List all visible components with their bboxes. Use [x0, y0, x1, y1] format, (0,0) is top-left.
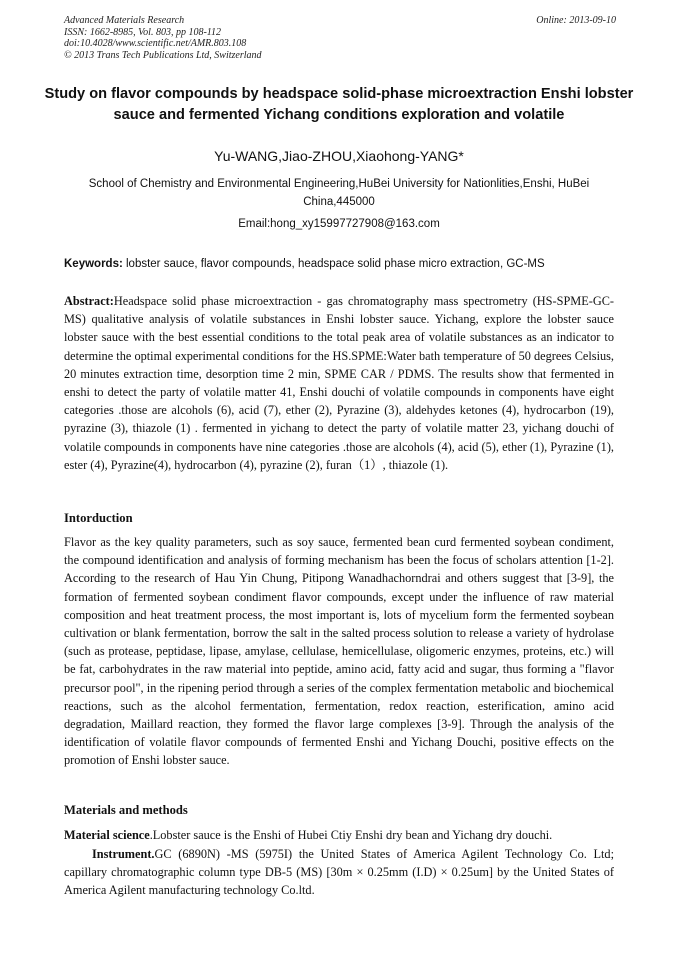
abstract: [64, 292, 614, 474]
keywords-text: lobster sauce, flavor compounds, headspace solid phase micro extraction, GC-MS: [122, 258, 545, 270]
email: Email:hong_xy15997727908@163.com: [238, 218, 440, 230]
online-date: Online: 2013-09-10: [536, 15, 616, 26]
affiliation: School of Chemistry and Environmental Engineering,HuBei University for Nationlities,Enshi, HuBei China,445000: [88, 178, 590, 208]
keywords-label: Keywords:: [64, 258, 123, 270]
paper-title: Study on flavor compounds by headspace solid-phase microextraction Enshi lobster sauce and fermented Yichang conditions exploration and volatile: [44, 86, 634, 123]
introduction-heading: Intorduction: [64, 511, 133, 525]
materials-heading: Materials and methods: [64, 803, 188, 817]
instrument-text: GC (6890N) -MS (5975I) the United States of America Agilent Technology Co. Ltd; capillary chromatographic column type DB-5 (MS) [30m × 0.25mm (I.D) × 0.25um] by the United States of America Agilent manufacturing technology Co.ltd.: [64, 847, 614, 898]
instrument-label: Instrument.: [92, 847, 155, 861]
authors: Yu-WANG,Jiao-ZHOU,Xiaohong-YANG*: [214, 148, 464, 164]
copyright-line: © 2013 Trans Tech Publications Ltd, Switzerland: [64, 49, 262, 61]
material-science-text: .Lobster sauce is the Enshi of Hubei Ctiy Enshi dry bean and Yichang dry douchi.: [149, 828, 553, 842]
keywords: [64, 256, 624, 272]
abstract-text: Headspace solid phase microextraction - gas chromatography mass spectrometry (HS-SPME-GC-MS) qualitative analysis of volatile substances in Enshi lobster sauce. Yichang, explore the lobster sauce lobster sauce with the best essential conditions to the total peak area of volatile substances as an indicator to determine the optimal experimental conditions for the HS.SPME:Water bath temperature of 50 degrees Celsius, 20 minutes extraction time, desorption time 2 min, SPME CAR / PDMS. The results show that fermented in enshi to detect the party of volatile matter 41, Enshi douchi of volatile compounds in components have eight categories .those are alcohols (6), acid (7), ether (2), Pyrazine (3), aldehydes ketones (4), hydrocarbon (19), pyrazine (3), thiazole (1) . fermented in yichang to detect the party of volatile matter 23, yichang douchi of volatile compounds in components have nine categories .those are alcohols (4), acid (5), ether (1), Pyrazine (1), ester (4), Pyrazine(4), hydrocarbon (4), pyrazine (2), furan（1）, thiazole (1).: [64, 294, 614, 472]
issn-line: ISSN: 1662-8985, Vol. 803, pp 108-112: [64, 26, 222, 38]
doi-line: doi:10.4028/www.scientific.net/AMR.803.108: [64, 38, 247, 50]
material-science-label: Material science: [64, 828, 150, 842]
material-science-paragraph: [64, 826, 614, 844]
instrument-paragraph: [64, 845, 614, 900]
journal-header: [64, 15, 616, 61]
journal-name: Advanced Materials Research: [64, 15, 185, 26]
introduction-paragraph: Flavor as the key quality parameters, such as soy sauce, fermented bean curd fermented soybean condiment, the compound identification and analysis of forming mechanism has been the focus of scholars attention [1-2]. According to the research of Hau Yin Chung, Pitipong Wanadhachorndrai and others suggest that [3-9], the formation of fermented soybean condiment flavor compounds, except under the influence of raw material composition and heat treatment process, the most important is, lots of mycelium form the fermented soybean cultivation or blank fermentation, borrow the salt in the salted process solution to release a variety of hydrolase (such as protease, peptidase, lipase, amylase, cellulase, hemicellulase, oligomeric enzymes, proteins, etc.) will be fat, carbohydrates in the raw material into peptide, amino acid, fatty acid and sugar, thus forming a "flavor precursor pool", in the ripening period through a series of the complex fermentation metabolic and biochemical reactions, such as the alcohol fermentation, fermentation, redox reaction, esterification, amino acid degradation, Maillard reaction, they formed the flavor large complexes [3-9]. Through the analysis of the identification of volatile flavor compounds of fermented Enshi and Yichang Douchi, positive effects on the promotion of Enshi lobster sauce.: [64, 535, 614, 768]
abstract-label: Abstract:: [64, 294, 114, 308]
